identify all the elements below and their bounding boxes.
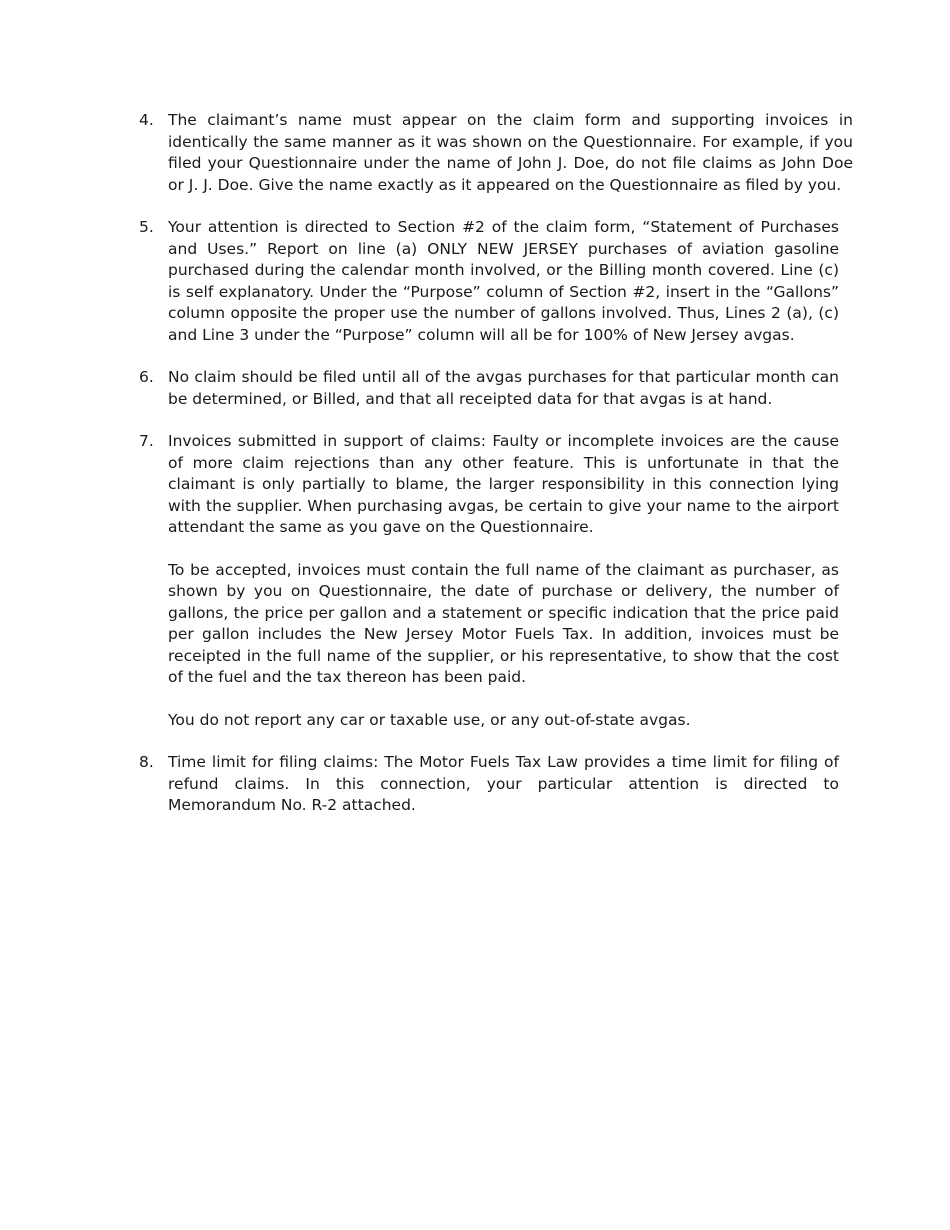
- list-item-8: [139, 752, 853, 817]
- list-item-6: [139, 367, 853, 410]
- list-item-7: [139, 431, 853, 731]
- list-item-5: [139, 217, 853, 346]
- item-number: 8.: [139, 753, 154, 771]
- item-paragraph: Your attention is directed to Section #2 of the claim form, “Statement of Purchases and Uses.” Report on line (a) ONLY NEW JERSEY purchases of aviation gasoline purchased during the calendar month involved, or the Billing month covered. Line (c) is self explanatory. Under the “Purpose” column of Section #2, insert in the “Gallons” column opposite the proper use the number of gallons involved. Thus, Lines 2 (a), (c) and Line 3 under the “Purpose” column will all be for 100% of New Jersey avgas.: [168, 218, 839, 344]
- instruction-list: [139, 110, 853, 838]
- list-item-4: [139, 110, 853, 196]
- item-number: 7.: [139, 432, 154, 450]
- item-paragraph: No claim should be filed until all of the avgas purchases for that particular month can be determined, or Billed, and that all receipted data for that avgas is at hand.: [168, 368, 839, 408]
- item-number: 5.: [139, 218, 154, 236]
- item-number: 4.: [139, 111, 154, 129]
- item-paragraph: Invoices submitted in support of claims: Faulty or incomplete invoices are the cause of more claim rejections than any other feature. This is unfortunate in that the claimant is only partially to blame, the larger responsibility in this connection lying with the supplier. When purchasing avgas, be certain to give your name to the airport attendant the same as you gave on the Questionnaire.: [168, 432, 839, 536]
- item-number: 6.: [139, 368, 154, 386]
- item-paragraph: You do not report any car or taxable use, or any out-of-state avgas.: [168, 710, 691, 729]
- item-paragraph: Time limit for filing claims: The Motor Fuels Tax Law provides a time limit for filing of refund claims. In this connection, your particular attention is directed to Memorandum No. R-2 attached.: [168, 753, 839, 814]
- item-paragraph: To be accepted, invoices must contain the full name of the claimant as purchaser, as shown by you on Questionnaire, the date of purchase or delivery, the number of gallons, the price per gallon and a statement or specific indication that the price paid per gallon includes the New Jersey Motor Fuels Tax. In addition, invoices must be receipted in the full name of the supplier, or his representative, to show that the cost of the fuel and the tax thereon has been paid.: [168, 560, 839, 686]
- item-paragraph: The claimant’s name must appear on the claim form and supporting invoices in identically the same manner as it was shown on the Questionnaire. For example, if you filed your Questionnaire under the name of John J. Doe, do not file claims as John Doe or J. J. Doe. Give the name exactly as it appeared on the Questionnaire as filed by you.: [168, 111, 853, 194]
